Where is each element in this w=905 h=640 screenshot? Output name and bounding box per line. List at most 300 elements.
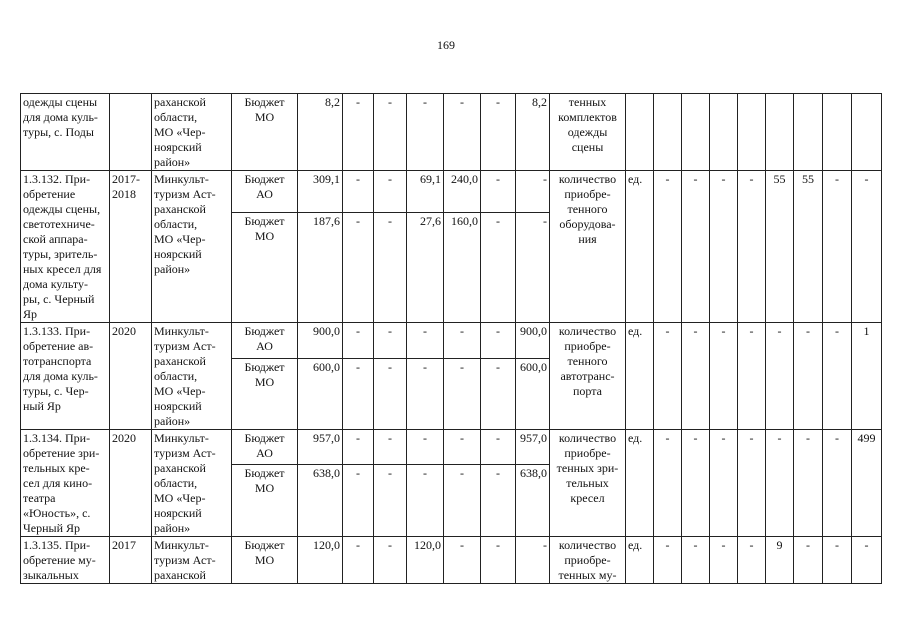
indicator-line: количество: [558, 538, 617, 552]
year-amount-cell: [481, 94, 516, 171]
year-amount: -: [356, 172, 360, 186]
executor-line: раханской: [154, 95, 206, 109]
funding-source-line: АО: [256, 187, 273, 201]
executor-line: район»: [154, 262, 191, 276]
year-amount: -: [388, 95, 392, 109]
activity-name-line: «Юность», с.: [23, 506, 91, 520]
target-value: -: [749, 431, 754, 445]
target-value: -: [749, 172, 754, 186]
year-amount: -: [460, 359, 464, 374]
year-amount-cell: [407, 323, 444, 359]
target-value: -: [721, 538, 726, 552]
year-amount: 638,0: [520, 465, 547, 480]
activity-name-line: театра: [23, 491, 56, 505]
funding-source-line: МО: [254, 110, 275, 124]
year-amount-cell: [516, 94, 550, 171]
year-amount-cell: [481, 171, 516, 213]
year-amount: -: [496, 214, 500, 229]
year-amount: -: [496, 359, 500, 374]
target-value-cell: [682, 430, 710, 537]
target-value: -: [749, 538, 754, 552]
target-value-cell: [738, 171, 766, 323]
target-value-cell: [654, 323, 682, 430]
total-amount: 8,2: [325, 95, 340, 109]
activity-name-line: ный Яр: [23, 399, 61, 413]
year-amount: -: [460, 538, 464, 552]
executor-line: области,: [154, 369, 198, 383]
target-value-cell: [794, 94, 823, 171]
year-amount: -: [356, 359, 360, 374]
activity-name-line: обретение зри-: [23, 446, 100, 460]
unit-text: ед.: [628, 431, 643, 445]
unit-text: ед.: [628, 324, 643, 338]
year-amount-cell: [407, 537, 444, 584]
funding-source-line: Бюджет: [244, 324, 285, 338]
funding-source-line: Бюджет: [244, 538, 285, 552]
year-amount: -: [496, 465, 500, 480]
funding-source-line: АО: [256, 339, 273, 353]
executor-line: области,: [154, 110, 198, 124]
target-value-cell: [794, 323, 823, 430]
activity-name-line: обретение: [23, 187, 76, 201]
target-value-cell: [823, 171, 852, 323]
years-text: 2020: [112, 431, 136, 445]
year-amount: 120,0: [414, 538, 441, 552]
year-amount: -: [460, 431, 464, 445]
year-amount: -: [388, 324, 392, 338]
activity-name-line: ры, с. Черный: [23, 292, 95, 306]
year-amount: -: [496, 324, 500, 338]
unit-cell: [626, 537, 654, 584]
year-amount: -: [460, 95, 464, 109]
executor-line: МО «Чер-: [154, 232, 206, 246]
executor-line: раханской: [154, 568, 206, 582]
unit-cell: [626, 94, 654, 171]
year-amount-cell: [407, 94, 444, 171]
activity-name-line: Яр: [23, 307, 38, 321]
years-cell: [110, 537, 152, 584]
executor-line: ноярский: [154, 247, 202, 261]
year-amount-cell: [444, 171, 481, 213]
target-value: -: [721, 431, 726, 445]
unit-cell: [626, 430, 654, 537]
indicator-line: приобре-: [564, 339, 611, 353]
activity-name-line: туры, с. Чер-: [23, 384, 89, 398]
indicator-line: оборудова-: [559, 217, 616, 231]
total-amount: 957,0: [313, 431, 340, 445]
unit-text: ед.: [628, 538, 643, 552]
target-value: -: [835, 431, 839, 445]
indicator-line: количество: [558, 324, 617, 338]
indicator-line: тенного: [567, 202, 608, 216]
target-value-cell: [766, 537, 794, 584]
target-value-cell: [682, 94, 710, 171]
year-amount: -: [356, 214, 360, 229]
funding-source-line: МО: [254, 480, 275, 495]
year-amount-cell: [343, 537, 374, 584]
target-value-cell: [852, 430, 882, 537]
activity-name-line: 1.3.134. При-: [23, 431, 91, 445]
funding-source-cell: [232, 430, 298, 465]
activity-name-line: 1.3.133. При-: [23, 324, 91, 338]
year-amount-cell: [481, 358, 516, 429]
funding-source-line: Бюджет: [244, 359, 285, 374]
year-amount-cell: [481, 323, 516, 359]
target-value-cell: [823, 323, 852, 430]
indicator-line: тенных му-: [558, 568, 617, 582]
year-amount-cell: [374, 171, 407, 213]
year-amount-cell: [374, 537, 407, 584]
indicator-line: приобре-: [564, 553, 611, 567]
activity-name-line: тельных кре-: [23, 461, 90, 475]
year-amount-cell: [374, 213, 407, 323]
activity-name-cell: [21, 171, 110, 323]
target-value-cell: [738, 94, 766, 171]
activity-name-cell: [21, 430, 110, 537]
year-amount-cell: [516, 358, 550, 429]
total-amount: 638,0: [313, 465, 340, 480]
funding-source-line: Бюджет: [244, 95, 285, 109]
year-amount: 27,6: [420, 214, 441, 229]
year-amount: -: [356, 465, 360, 480]
executor-line: туризм Аст-: [154, 187, 216, 201]
year-amount: -: [388, 465, 392, 480]
year-amount-cell: [516, 171, 550, 213]
year-amount: -: [423, 359, 427, 374]
year-amount: -: [356, 538, 360, 552]
year-amount: -: [543, 214, 547, 229]
target-value: 55: [802, 172, 814, 186]
target-value-cell: [766, 430, 794, 537]
target-value: 9: [776, 538, 783, 552]
funding-source-line: МО: [254, 374, 275, 389]
year-amount: -: [356, 95, 360, 109]
year-amount: -: [388, 431, 392, 445]
target-value: -: [806, 324, 810, 338]
activity-name-cell: [21, 323, 110, 430]
total-amount-cell: [298, 171, 343, 213]
year-amount-cell: [444, 537, 481, 584]
executor-line: раханской: [154, 354, 206, 368]
executor-cell: [152, 171, 232, 323]
years-cell: [110, 430, 152, 537]
year-amount-cell: [516, 213, 550, 323]
table-row: [21, 94, 882, 171]
table-row: [21, 323, 882, 359]
target-value: -: [693, 324, 698, 338]
funding-source-cell: [232, 323, 298, 359]
year-amount-cell: [343, 171, 374, 213]
executor-line: Минкульт-: [154, 172, 209, 186]
year-amount: -: [423, 465, 427, 480]
target-value-cell: [682, 537, 710, 584]
target-value: -: [777, 324, 782, 338]
year-amount: 8,2: [532, 95, 547, 109]
target-value-cell: [823, 94, 852, 171]
target-value-cell: [738, 537, 766, 584]
target-value-cell: [766, 323, 794, 430]
executor-line: МО «Чер-: [154, 125, 206, 139]
target-value: -: [721, 324, 726, 338]
year-amount-cell: [481, 537, 516, 584]
year-amount-cell: [343, 464, 374, 536]
year-amount: 600,0: [520, 359, 547, 374]
activity-name-line: туры, зритель-: [23, 247, 98, 261]
year-amount-cell: [343, 430, 374, 465]
years-text: 2017: [112, 538, 136, 552]
years-text: 2017-2018: [112, 172, 140, 201]
year-amount-cell: [374, 94, 407, 171]
year-amount: -: [496, 95, 500, 109]
activity-name-line: обретение му-: [23, 553, 96, 567]
year-amount: -: [496, 431, 500, 445]
year-amount-cell: [444, 464, 481, 536]
funding-source-cell: [232, 213, 298, 323]
indicator-cell: [550, 323, 626, 430]
year-amount: 160,0: [451, 214, 478, 229]
unit-cell: [626, 323, 654, 430]
funding-source-line: Бюджет: [244, 465, 285, 480]
year-amount: -: [543, 538, 547, 552]
total-amount-cell: [298, 94, 343, 171]
year-amount-cell: [407, 213, 444, 323]
table-row: [21, 430, 882, 465]
year-amount: 240,0: [451, 172, 478, 186]
target-value-cell: [852, 171, 882, 323]
funding-source-line: Бюджет: [244, 172, 285, 186]
years-cell: [110, 323, 152, 430]
activity-name-line: тотранспорта: [23, 354, 92, 368]
activity-name-line: одежды сцены,: [23, 202, 101, 216]
indicator-cell: [550, 171, 626, 323]
table-row: [21, 171, 882, 213]
target-value: -: [665, 538, 670, 552]
funding-source-line: Бюджет: [244, 431, 285, 445]
target-value: -: [835, 172, 839, 186]
year-amount: -: [423, 95, 427, 109]
funding-source-cell: [232, 171, 298, 213]
target-value: -: [864, 172, 869, 186]
total-amount: 120,0: [313, 538, 340, 552]
target-value: -: [806, 538, 810, 552]
year-amount: -: [388, 538, 392, 552]
year-amount: 69,1: [420, 172, 441, 186]
unit-cell: [626, 171, 654, 323]
year-amount: -: [423, 431, 427, 445]
target-value-cell: [654, 537, 682, 584]
target-value-cell: [654, 430, 682, 537]
year-amount-cell: [374, 358, 407, 429]
year-amount-cell: [407, 464, 444, 536]
indicator-line: сцены: [571, 140, 604, 154]
target-value: -: [749, 324, 754, 338]
indicator-line: одежды: [567, 125, 608, 139]
executor-line: Минкульт-: [154, 538, 209, 552]
total-amount: 309,1: [313, 172, 340, 186]
target-value-cell: [654, 94, 682, 171]
year-amount: -: [356, 431, 360, 445]
executor-line: Минкульт-: [154, 324, 209, 338]
year-amount-cell: [343, 213, 374, 323]
year-amount: -: [388, 359, 392, 374]
target-value: -: [665, 324, 670, 338]
activity-name-line: дома культу-: [23, 277, 88, 291]
years-text: 2020: [112, 324, 136, 338]
year-amount-cell: [444, 323, 481, 359]
program-table: [20, 93, 882, 584]
total-amount: 900,0: [313, 324, 340, 338]
executor-cell: [152, 94, 232, 171]
indicator-line: количество: [558, 172, 617, 186]
year-amount: -: [496, 172, 500, 186]
year-amount-cell: [407, 430, 444, 465]
target-value: -: [665, 172, 670, 186]
indicator-line: тенных: [568, 95, 607, 109]
total-amount-cell: [298, 430, 343, 465]
activity-name-line: ской аппара-: [23, 232, 88, 246]
total-amount-cell: [298, 464, 343, 536]
target-value-cell: [794, 537, 823, 584]
years-cell: [110, 94, 152, 171]
target-value-cell: [682, 323, 710, 430]
year-amount: -: [356, 324, 360, 338]
activity-name-line: Черный Яр: [23, 521, 81, 535]
target-value-cell: [738, 323, 766, 430]
target-value-cell: [794, 171, 823, 323]
target-value: -: [693, 172, 698, 186]
target-value-cell: [766, 171, 794, 323]
executor-cell: [152, 430, 232, 537]
table-row: [21, 537, 882, 584]
target-value-cell: [654, 171, 682, 323]
executor-line: ноярский: [154, 140, 202, 154]
total-amount-cell: [298, 358, 343, 429]
total-amount: 187,6: [313, 214, 340, 229]
target-value: -: [721, 172, 726, 186]
year-amount-cell: [444, 94, 481, 171]
indicator-line: приобре-: [564, 187, 611, 201]
executor-line: МО «Чер-: [154, 384, 206, 398]
indicator-line: кресел: [570, 491, 605, 505]
target-value: 499: [857, 431, 876, 445]
target-value-cell: [852, 323, 882, 430]
year-amount-cell: [516, 323, 550, 359]
indicator-line: количество: [558, 431, 617, 445]
year-amount-cell: [481, 430, 516, 465]
year-amount-cell: [374, 464, 407, 536]
year-amount-cell: [444, 358, 481, 429]
activity-name-line: обретение ав-: [23, 339, 94, 353]
executor-line: туризм Аст-: [154, 339, 216, 353]
executor-line: район»: [154, 414, 191, 428]
target-value: -: [693, 538, 698, 552]
year-amount: 957,0: [520, 431, 547, 445]
target-value-cell: [852, 94, 882, 171]
funding-source-line: МО: [254, 229, 275, 244]
year-amount-cell: [481, 213, 516, 323]
year-amount: 900,0: [520, 324, 547, 338]
indicator-cell: [550, 430, 626, 537]
executor-line: район»: [154, 521, 191, 535]
year-amount-cell: [407, 171, 444, 213]
target-value: -: [835, 324, 839, 338]
year-amount-cell: [374, 323, 407, 359]
target-value-cell: [823, 430, 852, 537]
total-amount: 600,0: [313, 359, 340, 374]
unit-text: ед.: [628, 172, 643, 186]
target-value-cell: [710, 430, 738, 537]
indicator-cell: [550, 94, 626, 171]
funding-source-line: Бюджет: [244, 214, 285, 229]
indicator-line: тенных зри-: [556, 461, 619, 475]
executor-line: раханской: [154, 202, 206, 216]
year-amount-cell: [343, 323, 374, 359]
executor-line: раханской: [154, 461, 206, 475]
total-amount-cell: [298, 537, 343, 584]
year-amount: -: [423, 324, 427, 338]
total-amount-cell: [298, 213, 343, 323]
target-value: -: [693, 431, 698, 445]
funding-source-line: МО: [254, 553, 275, 567]
funding-source-cell: [232, 537, 298, 584]
year-amount-cell: [516, 537, 550, 584]
executor-line: район»: [154, 155, 191, 169]
year-amount: -: [388, 214, 392, 229]
year-amount-cell: [407, 358, 444, 429]
executor-cell: [152, 537, 232, 584]
years-cell: [110, 171, 152, 323]
year-amount-cell: [481, 464, 516, 536]
indicator-line: порта: [573, 384, 602, 398]
target-value: -: [835, 538, 839, 552]
indicator-line: приобре-: [564, 446, 611, 460]
activity-name-line: для дома куль-: [23, 110, 98, 124]
funding-source-cell: [232, 358, 298, 429]
activity-name-line: 1.3.132. При-: [23, 172, 91, 186]
activity-name-line: для дома куль-: [23, 369, 98, 383]
target-value-cell: [682, 171, 710, 323]
target-value: -: [665, 431, 670, 445]
target-value-cell: [710, 323, 738, 430]
year-amount: -: [460, 465, 464, 480]
indicator-line: ния: [578, 232, 597, 246]
activity-name-line: 1.3.135. При-: [23, 538, 91, 552]
target-value: 55: [773, 172, 786, 186]
indicator-line: автотранс-: [560, 369, 615, 383]
target-value-cell: [794, 430, 823, 537]
year-amount-cell: [516, 430, 550, 465]
executor-cell: [152, 323, 232, 430]
target-value-cell: [738, 430, 766, 537]
target-value-cell: [710, 171, 738, 323]
page-number: 169: [437, 38, 455, 52]
target-value-cell: [766, 94, 794, 171]
total-amount-cell: [298, 323, 343, 359]
executor-line: Минкульт-: [154, 431, 209, 445]
year-amount-cell: [516, 464, 550, 536]
indicator-line: тенного: [567, 354, 608, 368]
activity-name-line: туры, с. Поды: [23, 125, 94, 139]
target-value-cell: [823, 537, 852, 584]
indicator-line: тельных: [566, 476, 609, 490]
indicator-line: комплектов: [558, 110, 617, 124]
year-amount: -: [496, 538, 500, 552]
year-amount-cell: [444, 213, 481, 323]
year-amount-cell: [343, 358, 374, 429]
activity-name-line: зыкальных: [23, 568, 79, 582]
activity-name-cell: [21, 94, 110, 171]
executor-line: МО «Чер-: [154, 491, 206, 505]
